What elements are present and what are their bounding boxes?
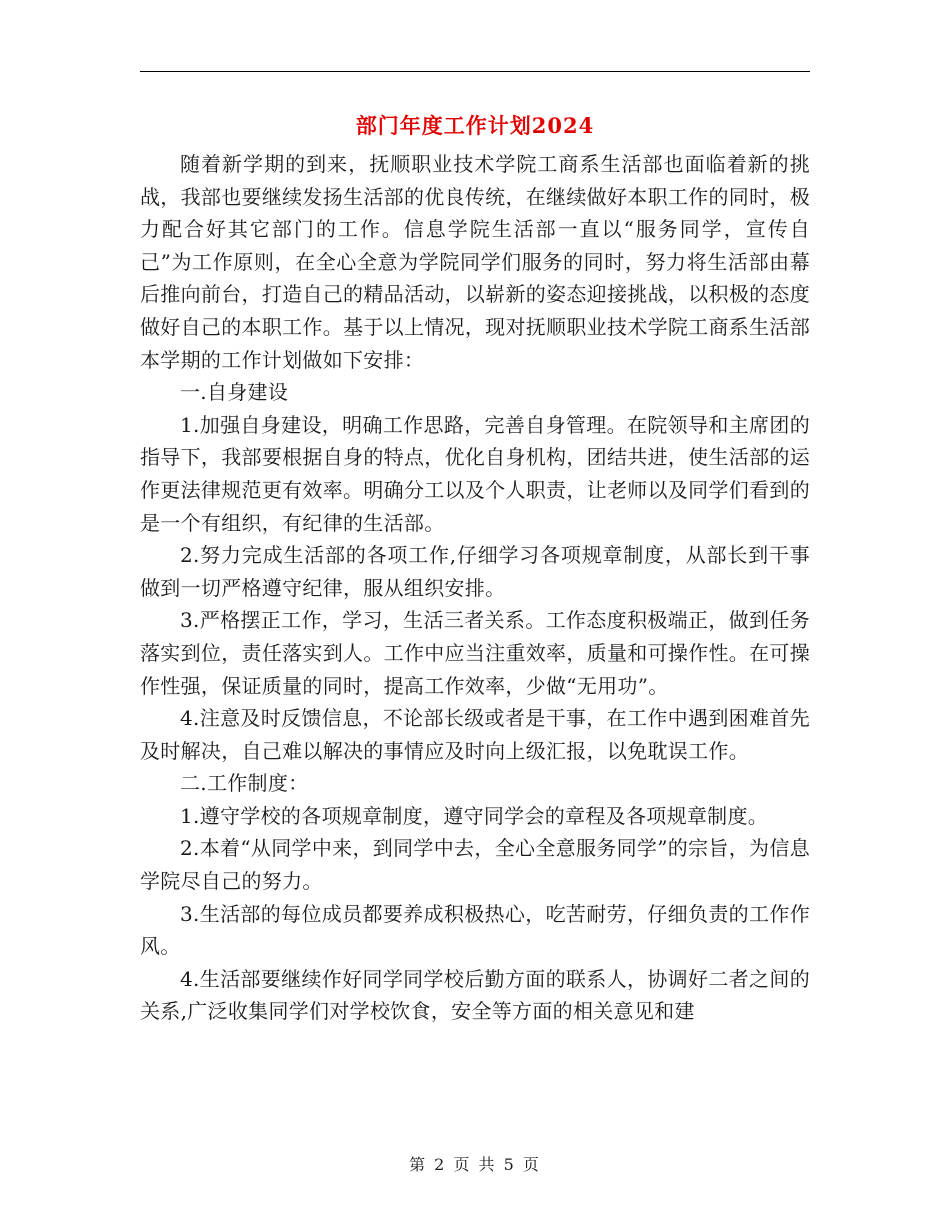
- header-rule: [140, 71, 810, 72]
- paragraph-intro: 随着新学期的到来，抚顺职业技术学院工商系生活部也面临着新的挑战，我部也要继续发扬生活部的优良传统，在继续做好本职工作的同时，极力配合好其它部门的工作。信息学院生活部一直以“服务同学，宣传自己”为工作原则，在全心全意为学院同学们服务的同时，努力将生活部由幕后推向前台，打造自己的精品活动，以崭新的姿态迎接挑战，以积极的态度做好自己的本职工作。基于以上情况，现对抚顺职业技术学院工商系生活部本学期的工作计划做如下安排：: [140, 152, 810, 372]
- paragraph-rule-4: 4.生活部要继续作好同学同学校后勤方面的联系人，协调好二者之间的关系,广泛收集同学们对学校饮食，安全等方面的相关意见和建: [140, 966, 810, 1024]
- paragraph-rule-3: 3.生活部的每位成员都要养成积极热心，吃苦耐劳，仔细负责的工作作风。: [140, 901, 810, 959]
- document-body: [140, 148, 810, 1028]
- paragraph-item-1: 1.加强自身建设，明确工作思路，完善自身管理。在院领导和主席团的指导下，我部要根据自身的特点，优化自身机构，团结共进，使生活部的运作更法律规范更有效率。明确分工以及个人职责，让老师以及同学们看到的是一个有组织，有纪律的生活部。: [140, 412, 810, 535]
- document-title: 部门年度工作计划2024: [355, 113, 595, 138]
- section-heading-work-rules: 二.工作制度：: [180, 771, 309, 796]
- section-heading-self-building: 一.自身建设: [180, 380, 289, 405]
- paragraph-item-3: 3.严格摆正工作，学习，生活三者关系。工作态度积极端正，做到任务落实到位，责任落实到人。工作中应当注重效率，质量和可操作性。在可操作性强，保证质量的同时，提高工作效率，少做“无用功”。: [140, 608, 810, 698]
- paragraph-rule-1: 1.遵守学校的各项规章制度，遵守同学会的章程及各项规章制度。: [180, 803, 769, 828]
- paragraph-item-4: 4.注意及时反馈信息，不论部长级或者是干事，在工作中遇到困难首先及时解决，自己难以解决的事情应及时向上级汇报，以免耽误工作。: [140, 706, 810, 763]
- paragraph-item-2: 2.努力完成生活部的各项工作,仔细学习各项规章制度，从部长到干事做到一切严格遵守纪律，服从组织安排。: [140, 543, 810, 600]
- page-number-footer: 第 2 页 共 5 页: [409, 1155, 541, 1174]
- paragraph-rule-2: 2.本着“从同学中来，到同学中去，全心全意服务同学”的宗旨，为信息学院尽自己的努力。: [140, 836, 810, 894]
